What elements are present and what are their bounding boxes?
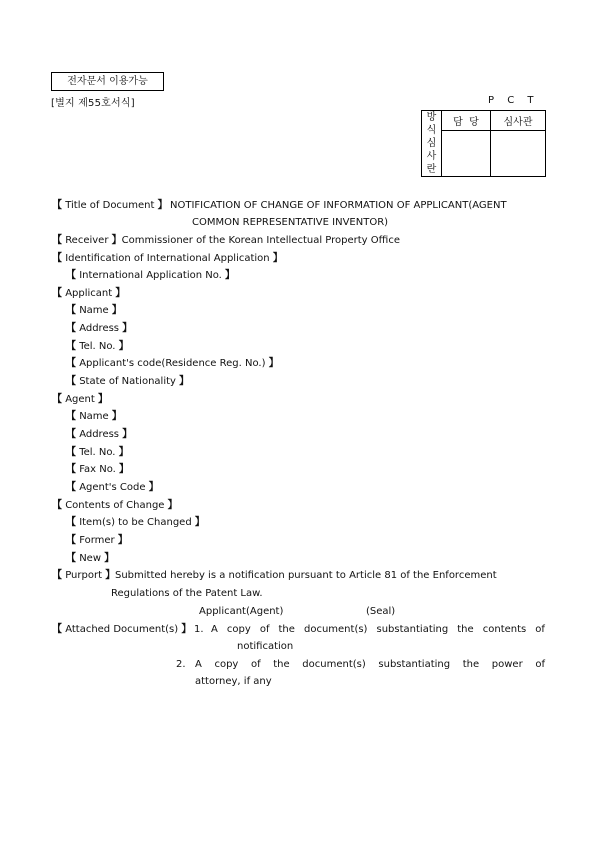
- attached-documents-label: 【 Attached Document(s) 】: [52, 624, 192, 635]
- applicant-label: 【 Applicant 】: [52, 288, 126, 299]
- former-label: 【 Former 】: [66, 535, 128, 546]
- agent-address-label: 【 Address 】: [66, 429, 133, 440]
- applicant-address-label: 【 Address 】: [66, 323, 133, 334]
- attached-item-2-number: 2.: [176, 659, 186, 670]
- agent-name-label: 【 Name 】: [66, 411, 122, 422]
- applicant-code-label: 【 Applicant's code(Residence Reg. No.) 】: [66, 358, 279, 369]
- purport-text: Submitted hereby is a notification pursuant to Article 81 of the Enforcement: [115, 570, 497, 581]
- pct-label: P C T: [488, 95, 539, 106]
- agent-fax-label: 【 Fax No. 】: [66, 464, 130, 475]
- vertical-char: 사: [426, 151, 437, 162]
- purport-text-cont: Regulations of the Patent Law.: [111, 588, 263, 599]
- agent-tel-label: 【 Tel. No. 】: [66, 447, 129, 458]
- title-of-document-value-cont: COMMON REPRESENTATIVE INVENTOR): [192, 217, 389, 228]
- vertical-char: 방: [426, 112, 437, 123]
- attached-item-2-text-cont: attorney, if any: [195, 676, 272, 687]
- attached-item-1-number: 1.: [194, 624, 204, 635]
- receiver-label: 【 Receiver 】Commissioner of the Korean Intellectual Property Office: [52, 235, 400, 246]
- intl-app-no-label: 【 International Application No. 】: [66, 270, 236, 281]
- new-label: 【 New 】: [66, 553, 115, 564]
- approval-staff-cell: [442, 130, 491, 176]
- vertical-char: 식: [426, 125, 437, 136]
- identification-label: 【 Identification of International Application 】: [52, 253, 283, 264]
- vertical-char: 란: [426, 164, 437, 175]
- vertical-char: 심: [426, 138, 437, 149]
- signature-seal: (Seal): [366, 606, 396, 617]
- agent-code-label: 【 Agent's Code 】: [66, 482, 159, 493]
- purport-label: 【 Purport 】: [52, 570, 116, 581]
- signature-applicant: Applicant(Agent): [199, 606, 284, 617]
- attached-item-1-text-cont: notification: [237, 641, 294, 652]
- approval-col-staff: 담 당: [442, 111, 491, 131]
- contents-of-change-label: 【 Contents of Change 】: [52, 500, 178, 511]
- applicant-tel-label: 【 Tel. No. 】: [66, 341, 129, 352]
- electronic-document-badge: 전자문서 이용가능: [51, 72, 164, 91]
- approval-box: [421, 110, 546, 177]
- attached-item-2-text: A copy of the document(s) substantiating the power of: [195, 659, 545, 670]
- title-of-document-value: NOTIFICATION OF CHANGE OF INFORMATION OF APPLICANT(AGENT: [170, 200, 507, 211]
- approval-vertical-label: [422, 111, 442, 177]
- receiver-value: Commissioner of the Korean Intellectual Property Office: [121, 235, 400, 246]
- approval-examiner-cell: [491, 130, 546, 176]
- approval-col-examiner: 심사관: [491, 111, 546, 131]
- agent-label: 【 Agent 】: [52, 394, 108, 405]
- form-number: [별지 제55호서식]: [51, 98, 135, 109]
- title-of-document-label: 【 Title of Document 】: [52, 200, 168, 211]
- items-changed-label: 【 Item(s) to be Changed 】: [66, 517, 205, 528]
- attached-item-1-text: A copy of the document(s) substantiating the contents of: [211, 624, 545, 635]
- applicant-name-label: 【 Name 】: [66, 305, 122, 316]
- applicant-nationality-label: 【 State of Nationality 】: [66, 376, 190, 387]
